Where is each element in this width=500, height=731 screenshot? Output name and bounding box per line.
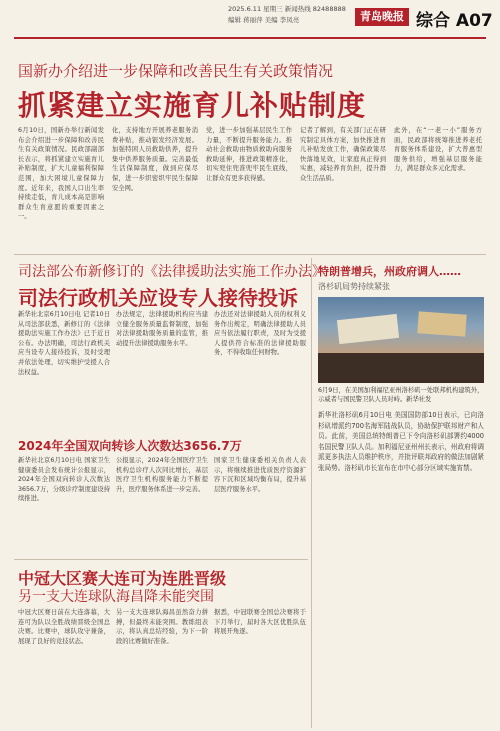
sidebar-kicker: 洛杉矶局势持续紧张 [318, 282, 390, 291]
story4-column-3: 据悉，中冠联赛全国总决赛将于下月举行，届时各大区优胜队伍将展开角逐。 [214, 609, 306, 636]
story3-column-2: 公报显示，2024年全国医疗卫生机构总诊疗人次同比增长，基层医疗卫生机构服务能力不断提升，医疗服务体系进一步完善。 [116, 457, 208, 493]
photo-sign [337, 314, 399, 344]
divider [311, 258, 312, 728]
story2-headline: 司法行政机关应设专人接待投诉 [18, 286, 298, 310]
masthead [0, 0, 500, 44]
story4-column-2: 另一支大连球队海昌虽然奋力拼搏，但最终未能突围。教练组表示，将认真总结经验，为下一阶段的比赛做好准备。 [116, 609, 208, 645]
divider [14, 559, 308, 560]
story4-headline: 中冠大区赛大连可为连胜晋级 [18, 569, 227, 588]
story1-column-3: 党，进一步加强基层民生工作力量，不断提升服务能力。推动社会救助由物质救助向服务救助延伸，推进政策精准化，切实兜住兜准兜牢民生底线，让群众有更多获得感。 [206, 127, 292, 182]
masthead-rule [14, 37, 486, 39]
photo-caption: 6月9日，在美国加利福尼亚州洛杉矶一处联邦机构建筑外，示威者与国民警卫队人员对峙。新华社发 [318, 387, 484, 404]
newspaper-logo: 青岛晚报 [355, 8, 409, 26]
photo-crowd [318, 353, 484, 383]
photo-sign [417, 311, 466, 336]
story1-column-1: 6月10日，国新办举行新闻发布会介绍进一步保障和改善民生有关政策情况。民政部副部长表示，将抓紧建立实施育儿补贴制度，扩大儿童福利保障范围，加大困境儿童保障力度。近年来，我国人口出生率持续走低，育儿成本高是影响群众生育意愿的重要因素之一。 [18, 127, 104, 221]
masthead-editor-line: 编辑 蒋丽萍 美编 李凤亮 [228, 16, 300, 24]
news-photo [318, 297, 484, 383]
masthead-date-line: 2025.6.11 星期三 新闻热线 82488888 [228, 5, 346, 13]
story2-column-1: 新华社北京6月10日电 记者10日从司法部获悉，新修订的《法律援助法实施工作办法》已于近日公布。办法明确，司法行政机关应当设专人接待投诉，及时受理并依法处理，切实维护受援人合法权益。 [18, 311, 110, 376]
story1-column-2: 化，支持地方开展养老服务消费补贴，推动银发经济发展。加强特困人员救助供养，提升集中供养服务质量。完善最低生活保障制度，做到应保尽保，进一步织密织牢民生保障安全网。 [112, 127, 198, 192]
story3-column-1: 新华社北京6月10日电 国家卫生健康委员会发布统计公报显示，2024年全国双向转诊人次数达3656.7万，分级诊疗制度建设持续推进。 [18, 457, 110, 503]
sidebar-body: 新华社洛杉矶6月10日电 美国国防部10日表示，已向洛杉矶增派约700名海军陆战队员，协助保护联邦财产和人员。此前，美国总统特朗普已下令向洛杉矶部署约4000名国民警卫队人员。加利福尼亚州州长表示，州政府将调派更多执法人员维护秩序，并批评联邦政府的做法加剧紧张局势。洛杉矶市长宣布在市中心部分区域实施宵禁。 [318, 411, 484, 472]
story3-column-3: 国家卫生健康委相关负责人表示，将继续推进优质医疗资源扩容下沉和区域均衡布局，提升基层医疗服务水平。 [214, 457, 306, 493]
story3-headline: 2024年全国双向转诊人次数达3656.7万 [18, 439, 242, 453]
story2-column-3: 办法还对法律援助人员的权利义务作出规定，明确法律援助人员应当依法履行职责，及时为受援人提供符合标准的法律援助服务，不得收取任何财物。 [214, 311, 306, 357]
story2-column-2: 办法规定，法律援助机构应当建立健全服务质量监督制度，加强对法律援助服务质量的监管，推动提升法律援助服务水平。 [116, 311, 208, 347]
sidebar-headline: 特朗普增兵，州政府调人…… [318, 265, 461, 278]
story2-kicker: 司法部公布新修订的《法律援助法实施工作办法》 [18, 264, 326, 280]
masthead-info [228, 4, 346, 26]
story1-kicker: 国新办介绍进一步保障和改善民生有关政策情况 [18, 62, 334, 80]
story4-subhead: 另一支大连球队海昌降未能突围 [18, 589, 214, 605]
divider [14, 254, 486, 255]
story1-column-5: 此外，在“一老一小”服务方面，民政部将统筹推进养老托育服务体系建设，扩大普惠型服务供给，增强基层服务能力，满足群众多元化需求。 [394, 127, 482, 173]
page-section-label: 综合 A07 [416, 11, 493, 31]
story4-column-1: 中冠大区赛日前在大连落幕，大连可为队以全胜战绩晋级全国总决赛。比赛中，球队攻守兼备，展现了良好的竞技状态。 [18, 609, 110, 645]
story1-headline: 抓紧建立实施育儿补贴制度 [18, 89, 367, 122]
story1-column-4: 记者了解到，有关部门正在研究制定具体方案，加快推进育儿补贴发放工作，确保政策尽快落地见效，让家庭真正得到实惠，减轻养育负担，提升群众生活品质。 [300, 127, 386, 182]
